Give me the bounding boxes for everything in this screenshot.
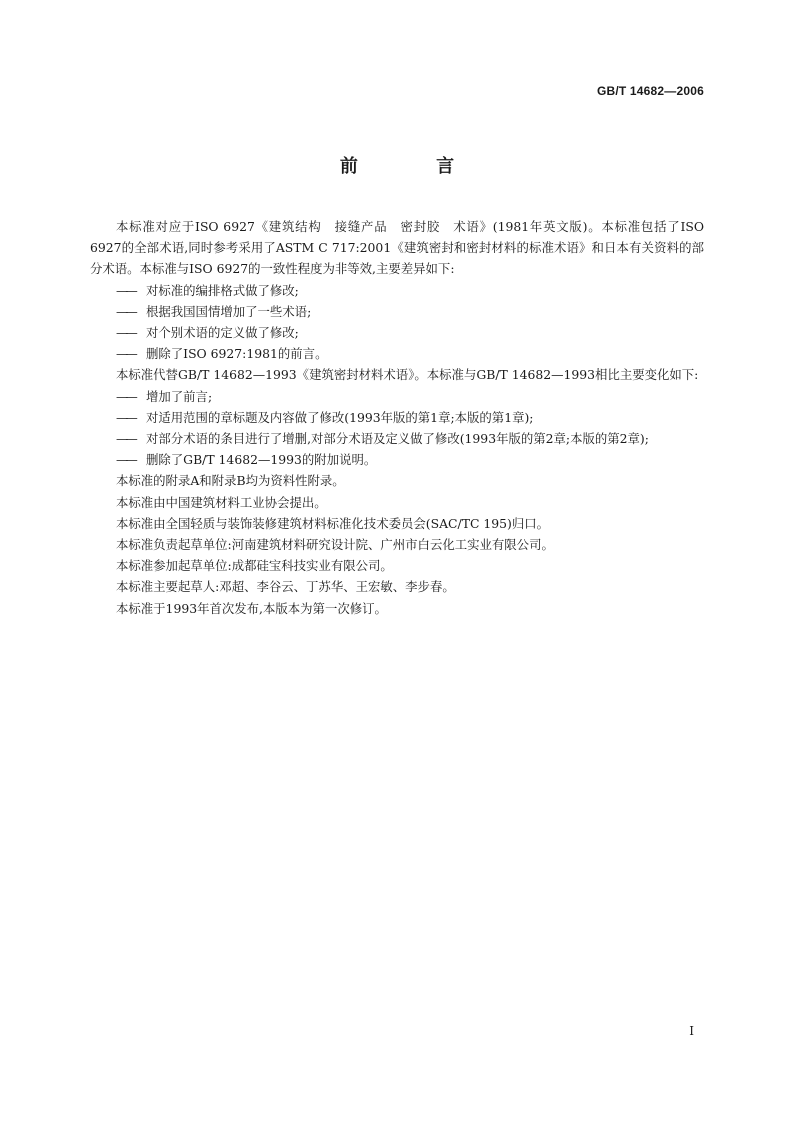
paragraph-first-issue: 本标准于1993年首次发布,本版本为第一次修订。: [116, 600, 387, 616]
list-item: [90, 407, 704, 428]
paragraph-drafters: 本标准主要起草人:邓超、李谷云、丁苏华、王宏敏、李步春。: [116, 579, 455, 595]
list-item: [90, 386, 704, 407]
em-dash: ——: [116, 282, 135, 298]
paragraph-supersedes: 本标准代替GB/T 14682—1993《建筑密封材料术语》。本标准与GB/T 14682—1993相比主要变化如下:: [116, 367, 699, 383]
list-item: [90, 343, 704, 364]
em-dash: ——: [116, 452, 135, 468]
foreword-body: [90, 216, 704, 619]
list-item-text: 根据我国国情增加了一些术语;: [146, 303, 312, 319]
em-dash: ——: [116, 346, 135, 362]
paragraph-participating-unit: 本标准参加起草单位:成都硅宝科技实业有限公司。: [116, 558, 393, 574]
em-dash: ——: [116, 431, 135, 447]
list-item: [90, 449, 704, 470]
list-item: [90, 428, 704, 449]
em-dash: ——: [116, 325, 135, 341]
paragraph-drafting-unit: 本标准负责起草单位:河南建筑材料研究设计院、广州市白云化工实业有限公司。: [116, 537, 554, 553]
list-item-text: 删除了GB/T 14682—1993的附加说明。: [146, 452, 377, 468]
list-item: [90, 301, 704, 322]
list-item-text: 对标准的编排格式做了修改;: [146, 282, 299, 298]
em-dash: ——: [116, 303, 135, 319]
paragraph-centralized-by: 本标准由全国轻质与装饰装修建筑材料标准化技术委员会(SAC/TC 195)归口。: [116, 515, 550, 531]
page-title: 前 言: [339, 156, 491, 177]
list-item-text: 对部分术语的条目进行了增删,对部分术语及定义做了修改(1993年版的第2章;本版的第2章);: [146, 431, 649, 447]
paragraph-proposed-by: 本标准由中国建筑材料工业协会提出。: [116, 494, 327, 510]
list-item: [90, 280, 704, 301]
em-dash: ——: [116, 388, 135, 404]
page-number: I: [689, 1024, 694, 1038]
list-item-text: 对个别术语的定义做了修改;: [146, 325, 299, 341]
list-item-text: 增加了前言;: [146, 388, 213, 404]
list-item: [90, 322, 704, 343]
em-dash: ——: [116, 409, 135, 425]
standard-code-header: GB/T 14682—2006: [596, 84, 704, 98]
list-item-text: 对适用范围的章标题及内容做了修改(1993年版的第1章;本版的第1章);: [146, 409, 534, 425]
list-item-text: 删除了ISO 6927:1981的前言。: [146, 346, 328, 362]
paragraph-annexes: 本标准的附录A和附录B均为资料性附录。: [116, 473, 345, 489]
paragraph-correspondence: 本标准对应于ISO 6927《建筑结构 接缝产品 密封胶 术语》(1981年英文版)。本标准包括了ISO 6927的全部术语,同时参考采用了ASTM C 717:2001《建筑密封和密封材料的标准术语》和日本有关资料的部分术语。本标准与ISO 6927的一致性程度为非等效,主要差异如下:: [90, 219, 704, 277]
